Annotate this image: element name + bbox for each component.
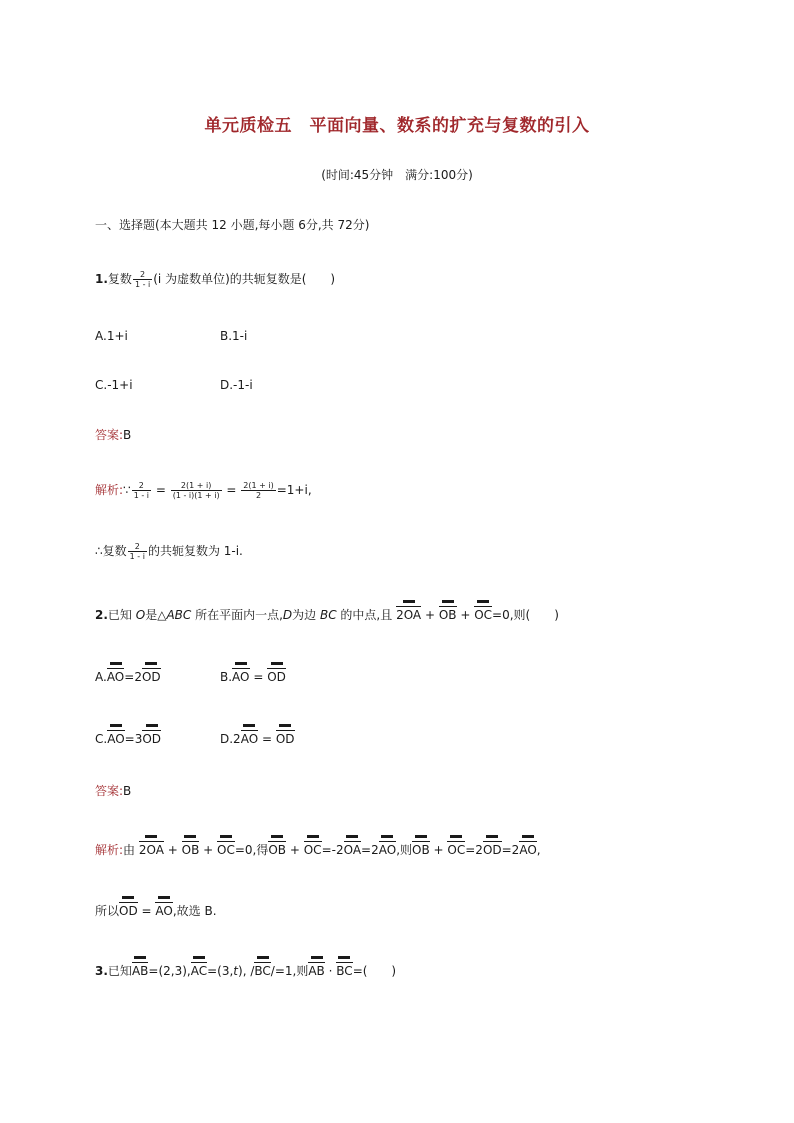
- question-text: 的中点,且: [336, 608, 397, 622]
- vector: [119, 903, 138, 919]
- option-d: [220, 731, 295, 747]
- vector-label: OB: [412, 843, 430, 857]
- exam-info: (时间:45分钟 满分:100分): [321, 168, 473, 182]
- plus-sign: +: [456, 608, 475, 622]
- analysis-text: 由: [123, 843, 139, 857]
- option-text: =: [258, 732, 276, 746]
- option-d: D.-1-i: [220, 378, 253, 392]
- question-number: 1.: [95, 272, 108, 286]
- fraction-denominator: (1 - i)(1 + i): [172, 491, 220, 500]
- vector: [254, 963, 270, 979]
- vector: [139, 842, 164, 858]
- option-a: [95, 669, 161, 685]
- question-text: (i 为虚数单位)的共轭复数是( ): [153, 272, 336, 286]
- answer-value: B: [123, 784, 132, 798]
- because-symbol: ∵: [123, 483, 131, 497]
- fraction: [133, 270, 152, 289]
- option-c: [95, 731, 161, 747]
- option-label: C.: [95, 732, 108, 746]
- equals-sign: =: [155, 483, 166, 497]
- question-text: 所在平面内一点,: [191, 608, 283, 622]
- vector-label: AO: [155, 904, 173, 918]
- question-text: =(2,3),: [148, 964, 191, 978]
- option-label: A.: [95, 670, 107, 684]
- conclusion-text: ∴复数: [95, 544, 127, 558]
- plus-sign: +: [199, 843, 218, 857]
- vector: [142, 669, 161, 685]
- vector: [483, 842, 502, 858]
- question-number: 2.: [95, 608, 108, 622]
- question-text: 是△: [145, 608, 167, 622]
- vector: [447, 842, 465, 858]
- question-number: 3.: [95, 964, 108, 978]
- fraction-numerator: 2: [140, 270, 146, 279]
- conclusion-text: 所以: [95, 904, 120, 918]
- option-text: =3: [124, 732, 143, 746]
- vector: [217, 842, 235, 858]
- analysis-text: =0,得: [234, 843, 269, 857]
- fraction-denominator: 1 - i: [129, 552, 145, 561]
- vector-label: AO: [240, 732, 259, 746]
- fraction: [132, 481, 151, 500]
- analysis-text: ,: [536, 843, 541, 857]
- vector: [474, 607, 492, 623]
- vector-label: OB: [181, 843, 200, 857]
- plus-sign: +: [163, 843, 182, 857]
- conclusion-2: [95, 903, 217, 919]
- math-var: t: [233, 964, 239, 978]
- vector-label: AC: [190, 964, 208, 978]
- vector-label: AO: [519, 843, 537, 857]
- question-1: [95, 270, 335, 289]
- math-var: O: [135, 608, 146, 622]
- vector: [379, 842, 396, 858]
- question-text: =(3,: [207, 964, 234, 978]
- analysis-text: =1+i,: [276, 483, 312, 497]
- analysis-label: 解析:: [95, 483, 124, 497]
- analysis-text: =2: [361, 843, 379, 857]
- vector-label: OC: [447, 843, 466, 857]
- answer-1: [95, 427, 131, 443]
- dot-operator: ·: [328, 964, 333, 978]
- option-label: D.2: [220, 732, 241, 746]
- question-text: 已知: [107, 608, 136, 622]
- vector-label: OC: [217, 843, 235, 857]
- math-var: BC: [319, 608, 337, 622]
- analysis-2: [95, 842, 541, 858]
- analysis-1: [95, 481, 312, 500]
- vector-label: OB: [438, 608, 457, 622]
- vector-label: 2OA: [138, 843, 164, 857]
- page-title: 单元质检五 平面向量、数系的扩充与复数的引入: [204, 116, 590, 136]
- vector-label: OD: [142, 732, 162, 746]
- answer-value: B: [123, 428, 132, 442]
- question-text: 为边: [292, 608, 320, 622]
- vector-label: BC: [336, 964, 353, 978]
- section-heading: 一、选择题(本大题共 12 小题,每小题 6分,共 72分): [95, 218, 370, 232]
- vector-label: BC: [254, 964, 271, 978]
- vector: [336, 963, 352, 979]
- vector: [107, 731, 124, 747]
- fraction: [241, 481, 275, 500]
- conclusion-1: [95, 542, 243, 561]
- vector: [412, 842, 430, 858]
- vector-label: OC: [474, 608, 493, 622]
- analysis-text: =2: [501, 843, 520, 857]
- fraction-numerator: 2: [138, 481, 144, 490]
- question-text: /=1,则: [270, 964, 309, 978]
- equals-sign: =: [226, 483, 237, 497]
- vector-label: AB: [308, 964, 325, 978]
- option-label: B.: [220, 670, 233, 684]
- vector-label: OD: [141, 670, 161, 684]
- fraction-numerator: 2(1 + i): [243, 481, 274, 490]
- vector: [182, 842, 200, 858]
- option-text: =2: [124, 670, 142, 684]
- option-a: A.1+i: [95, 329, 128, 343]
- vector: [232, 669, 249, 685]
- vector-label: AO: [106, 670, 125, 684]
- math-var: ABC: [166, 608, 192, 622]
- vector: [142, 731, 161, 747]
- vector: [519, 842, 536, 858]
- fraction-denominator: 1 - i: [134, 280, 151, 289]
- vector-label: OD: [119, 904, 138, 918]
- question-text: =0,则( ): [492, 608, 559, 622]
- vector-label: OD: [267, 670, 286, 684]
- conclusion-text: 的共轭复数为 1-i.: [147, 544, 243, 558]
- analysis-text: =2: [465, 843, 483, 857]
- option-text: =: [249, 670, 268, 684]
- plus-sign: +: [429, 843, 448, 857]
- vector: [267, 669, 286, 685]
- plus-sign: +: [286, 843, 304, 857]
- vector-label: AO: [378, 843, 397, 857]
- vector-label: AB: [131, 964, 149, 978]
- vector: [268, 842, 286, 858]
- answer-2: [95, 783, 131, 799]
- vector-label: OA: [343, 843, 362, 857]
- question-2: [95, 607, 559, 623]
- fraction-denominator: 1 - i: [133, 491, 149, 500]
- option-b: [220, 669, 286, 685]
- question-3: [95, 963, 396, 979]
- vector-label: OD: [275, 732, 295, 746]
- analysis-text: =-2: [321, 843, 344, 857]
- question-text: 复数: [107, 272, 132, 286]
- fraction: [171, 481, 222, 500]
- question-text: 已知: [107, 964, 132, 978]
- fraction: [128, 542, 147, 561]
- fraction-numerator: 2(1 + i): [180, 481, 212, 490]
- option-b: B.1-i: [220, 329, 248, 343]
- vector-label: OB: [268, 843, 287, 857]
- vector-label: OD: [482, 843, 502, 857]
- vector: [132, 963, 148, 979]
- equals-sign: =: [137, 904, 156, 918]
- vector: [304, 842, 322, 858]
- question-text: =( ): [352, 964, 397, 978]
- vector-label: AO: [107, 732, 125, 746]
- vector: [344, 842, 361, 858]
- vector: [155, 903, 172, 919]
- vector: [308, 963, 324, 979]
- answer-label: 答案:: [95, 784, 124, 798]
- analysis-label: 解析:: [95, 843, 124, 857]
- vector: [241, 731, 258, 747]
- analysis-text: ,则: [396, 843, 413, 857]
- math-var: D: [282, 608, 293, 622]
- answer-label: 答案:: [95, 428, 124, 442]
- vector: [396, 607, 421, 623]
- vector-label: AO: [232, 670, 250, 684]
- option-c: C.-1+i: [95, 378, 133, 392]
- vector-label: OC: [303, 843, 322, 857]
- vector: [107, 669, 124, 685]
- vector-label: 2OA: [396, 608, 422, 622]
- vector: [276, 731, 295, 747]
- question-text: ), /: [238, 964, 255, 978]
- conclusion-text: ,故选 B.: [172, 904, 217, 918]
- fraction-numerator: 2: [134, 542, 140, 551]
- plus-sign: +: [421, 608, 439, 622]
- fraction-denominator: 2: [241, 490, 275, 500]
- vector: [439, 607, 457, 623]
- vector: [191, 963, 207, 979]
